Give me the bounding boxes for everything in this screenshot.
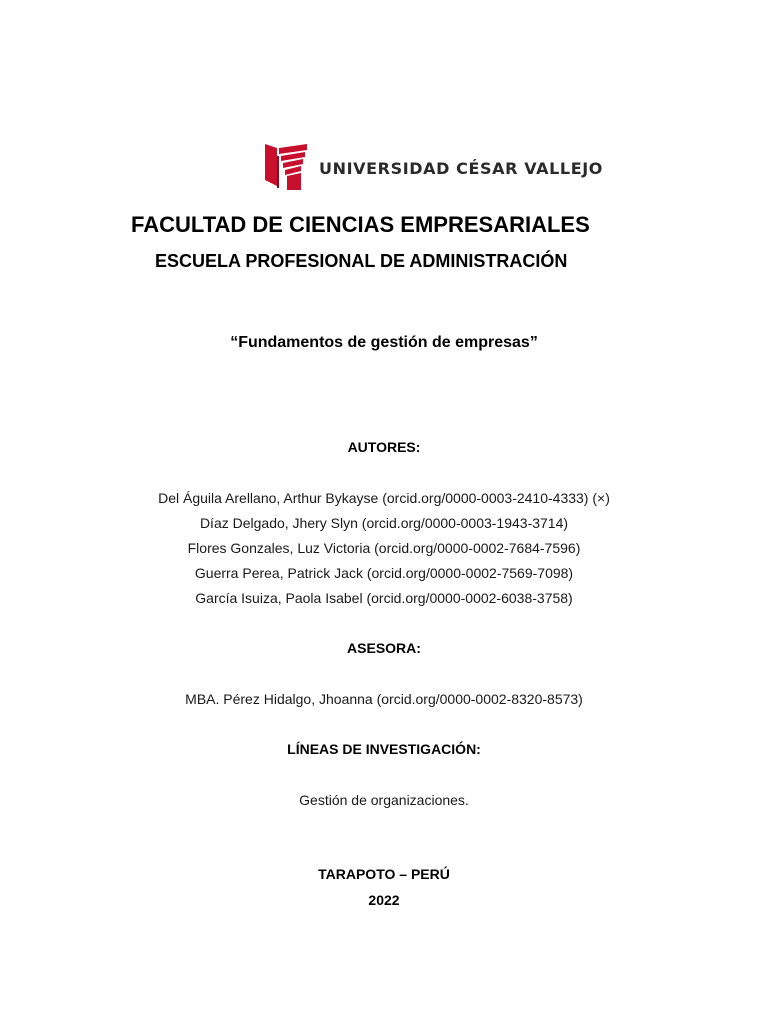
author-line: Del Águila Arellano, Arthur Bykayse (orcid.org/0000-0003-2410-4333) (×): [158, 490, 610, 506]
research-lines-heading: LÍNEAS DE INVESTIGACIÓN:: [287, 741, 481, 757]
author-line: Flores Gonzales, Luz Victoria (orcid.org/0000-0002-7684-7596): [187, 540, 581, 556]
author-line: García Isuiza, Paola Isabel (orcid.org/0000-0002-6038-3758): [195, 590, 573, 606]
advisor-heading: ASESORA:: [347, 640, 421, 656]
advisor-name: MBA. Pérez Hidalgo, Jhoanna (orcid.org/0000-0002-8320-8573): [185, 691, 583, 707]
faculty-heading: FACULTAD DE CIENCIAS EMPRESARIALES: [131, 212, 590, 237]
university-logo: [263, 141, 603, 193]
author-line: Díaz Delgado, Jhery Slyn (orcid.org/0000-0003-1943-3714): [199, 515, 569, 531]
university-crest-icon: [263, 142, 309, 192]
author-line: Guerra Perea, Patrick Jack (orcid.org/0000-0002-7569-7098): [194, 565, 574, 581]
year: 2022: [368, 892, 400, 908]
school-heading: ESCUELA PROFESIONAL DE ADMINISTRACIÓN: [155, 251, 568, 271]
university-name: UNIVERSIDAD CÉSAR VALLEJO: [319, 158, 603, 178]
research-line: Gestión de organizaciones.: [299, 792, 469, 808]
authors-list: [0, 489, 768, 614]
location: TARAPOTO – PERÚ: [318, 866, 450, 882]
authors-heading: AUTORES:: [347, 439, 421, 455]
document-title: “Fundamentos de gestión de empresas”: [230, 334, 538, 351]
